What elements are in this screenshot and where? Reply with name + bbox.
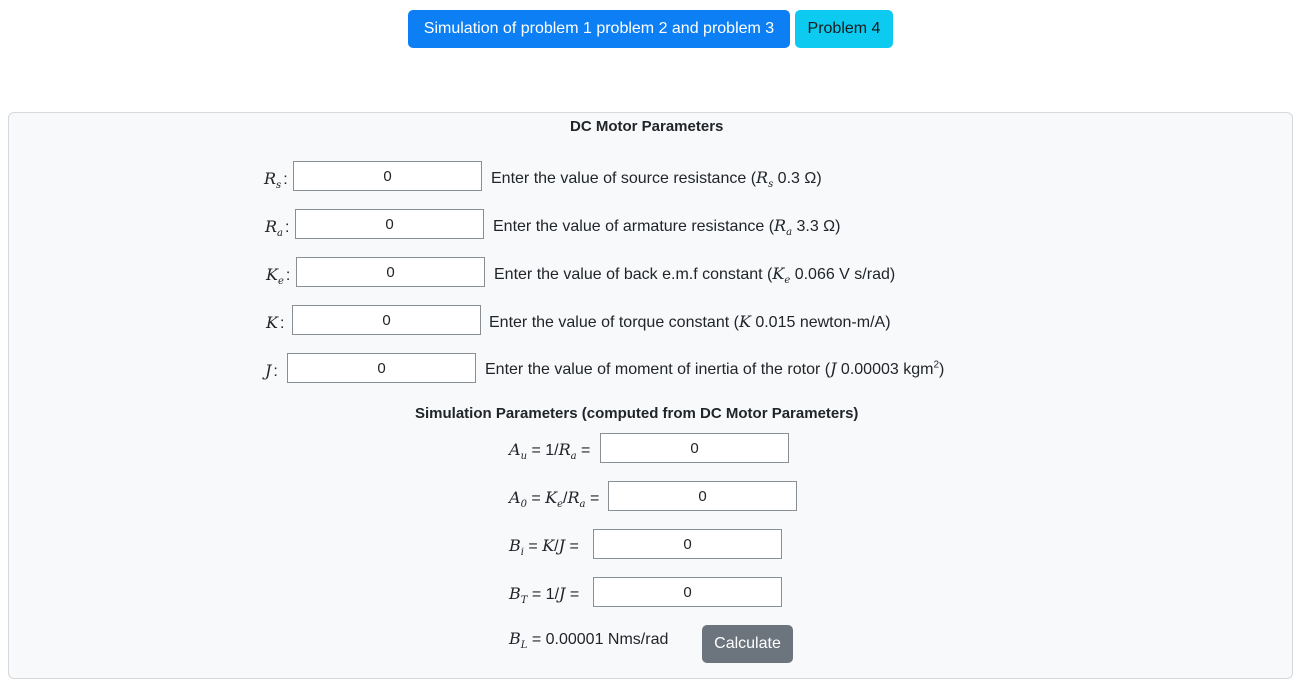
k-label: K : bbox=[266, 313, 285, 332]
calculate-button[interactable]: Calculate bbox=[702, 625, 793, 663]
k-description: Enter the value of torque constant (K 0.015 newton-m/A) bbox=[489, 312, 891, 331]
ke-label: $K_e$ : bbox=[266, 265, 291, 288]
parameters-panel bbox=[8, 112, 1293, 679]
j-description: Enter the value of moment of inertia of the rotor (J 0.00003 kgm$^2$) bbox=[485, 359, 945, 378]
bl-value: $B_L = 0.00001$ Nms/rad bbox=[509, 629, 669, 652]
bi-label: $B_i = K/J$ = bbox=[509, 536, 579, 559]
rs-description: Enter the value of source resistance ($R_s$ 0.3 Ω) bbox=[491, 168, 822, 191]
au-label: $A_u = 1/R_a$ = bbox=[509, 440, 591, 463]
bt-output[interactable] bbox=[593, 577, 782, 607]
rs-input[interactable] bbox=[293, 161, 482, 191]
ke-input[interactable] bbox=[296, 257, 485, 287]
simulation-parameters-heading: Simulation Parameters (computed from DC Motor Parameters) bbox=[415, 405, 859, 422]
k-input[interactable] bbox=[292, 305, 481, 335]
bt-label: $B_T = 1/J$ = bbox=[509, 584, 580, 607]
bi-output[interactable] bbox=[593, 529, 782, 559]
j-label: J : bbox=[265, 361, 278, 380]
a0-label: $A_0 = K_e/R_a$ = bbox=[509, 488, 600, 511]
problem4-tab-button[interactable]: Problem 4 bbox=[795, 10, 893, 48]
a0-output[interactable] bbox=[608, 481, 797, 511]
ra-description: Enter the value of armature resistance ($R_a$ 3.3 Ω) bbox=[493, 216, 841, 239]
au-output[interactable] bbox=[600, 433, 789, 463]
ke-description: Enter the value of back e.m.f constant ($K_e$ 0.066 V s/rad) bbox=[494, 264, 896, 287]
rs-label: $R_s$ : bbox=[264, 169, 288, 192]
dc-motor-heading: DC Motor Parameters bbox=[570, 118, 724, 135]
j-input[interactable] bbox=[287, 353, 476, 383]
ra-label: $R_a$ : bbox=[265, 217, 290, 240]
ra-input[interactable] bbox=[295, 209, 484, 239]
simulation-tab-button[interactable]: Simulation of problem 1 problem 2 and problem 3 bbox=[408, 10, 790, 48]
